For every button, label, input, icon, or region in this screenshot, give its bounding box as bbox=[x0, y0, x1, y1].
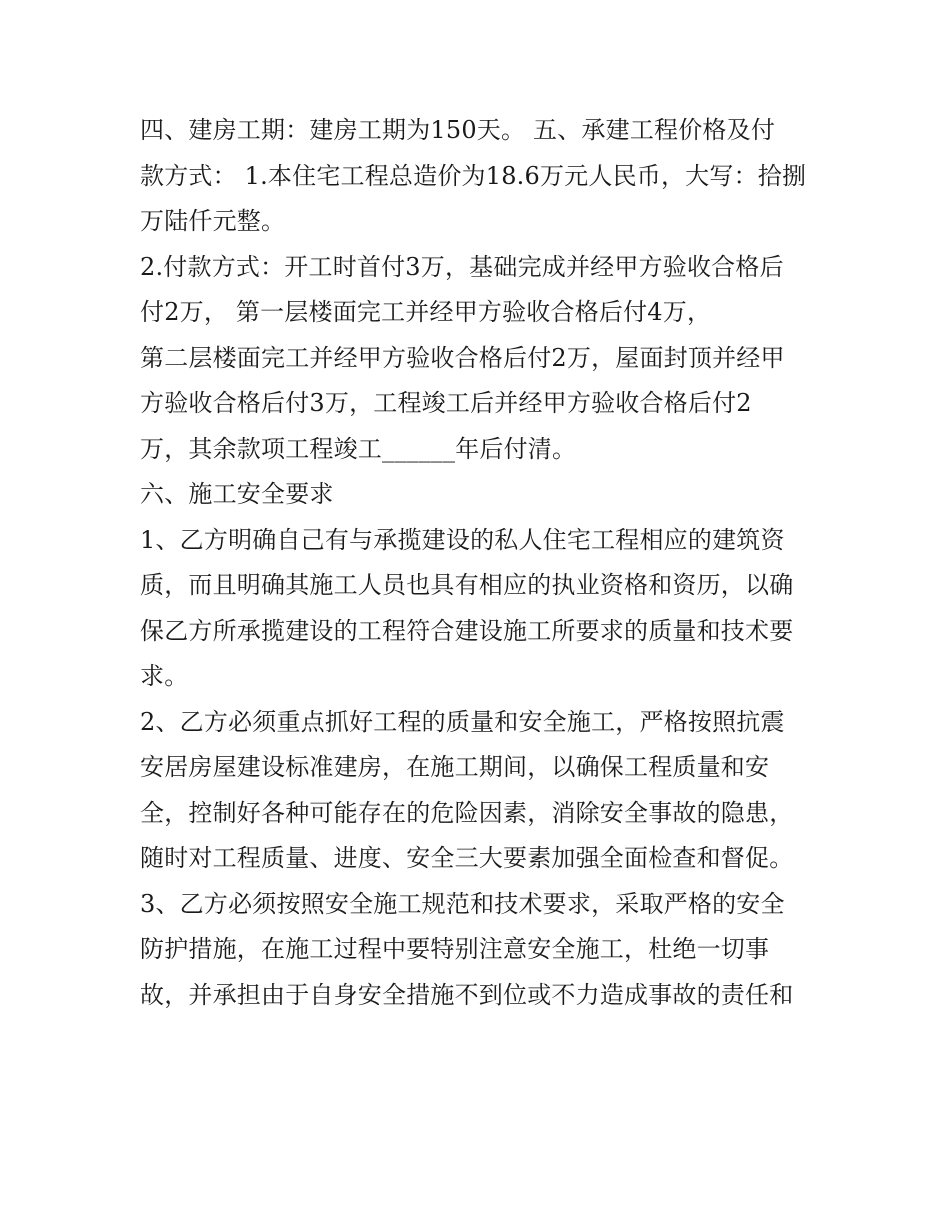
text-line: 方验收合格后付3万，工程竣工后并经甲方验收合格后付2 bbox=[140, 389, 752, 417]
document-body bbox=[140, 108, 820, 1018]
text-line: 3、乙方必须按照安全施工规范和技术要求，采取严格的安全 bbox=[140, 889, 785, 918]
text-line: 求。 bbox=[140, 662, 189, 690]
text-line: 随时对工程质量、进度、安全三大要素加强全面检查和督促。 bbox=[140, 844, 794, 872]
text-line: 防护措施，在施工过程中要特别注意安全施工，杜绝一切事 bbox=[140, 935, 770, 963]
text-line: 付2万， 第一层楼面完工并经甲方验收合格后付4万， bbox=[140, 298, 712, 326]
text-line: 全，控制好各种可能存在的危险因素，消除安全事故的隐患， bbox=[140, 798, 794, 827]
text-line: 万陆仟元整。 bbox=[140, 207, 286, 235]
text-line: 万，其余款项工程竣工______年后付清。 bbox=[140, 434, 577, 463]
text-line: 保乙方所承揽建设的工程符合建设施工所要求的质量和技术要 bbox=[140, 616, 794, 645]
text-line: 款方式： 1.本住宅工程总造价为18.6万元人民币，大写：拾捌 bbox=[140, 161, 807, 190]
text-line: 质，而且明确其施工人员也具有相应的执业资格和资历，以确 bbox=[140, 571, 794, 599]
text-line: 2.付款方式：开工时首付3万，基础完成并经甲方验收合格后 bbox=[140, 252, 784, 281]
text-line: 安居房屋建设标准建房，在施工期间，以确保工程质量和安 bbox=[140, 753, 770, 781]
text-line: 四、建房工期：建房工期为150天。 五、承建工程价格及付 bbox=[140, 116, 776, 144]
text-line: 第二层楼面完工并经甲方验收合格后付2万，屋面封顶并经甲 bbox=[140, 343, 785, 372]
text-line: 2、乙方必须重点抓好工程的质量和安全施工，严格按照抗震 bbox=[140, 707, 785, 736]
section-heading: 六、施工安全要求 bbox=[140, 480, 334, 508]
text-line: 1、乙方明确自己有与承揽建设的私人住宅工程相应的建筑资 bbox=[140, 525, 785, 554]
text-line: 故，并承担由于自身安全措施不到位或不力造成事故的责任和 bbox=[140, 980, 794, 1009]
